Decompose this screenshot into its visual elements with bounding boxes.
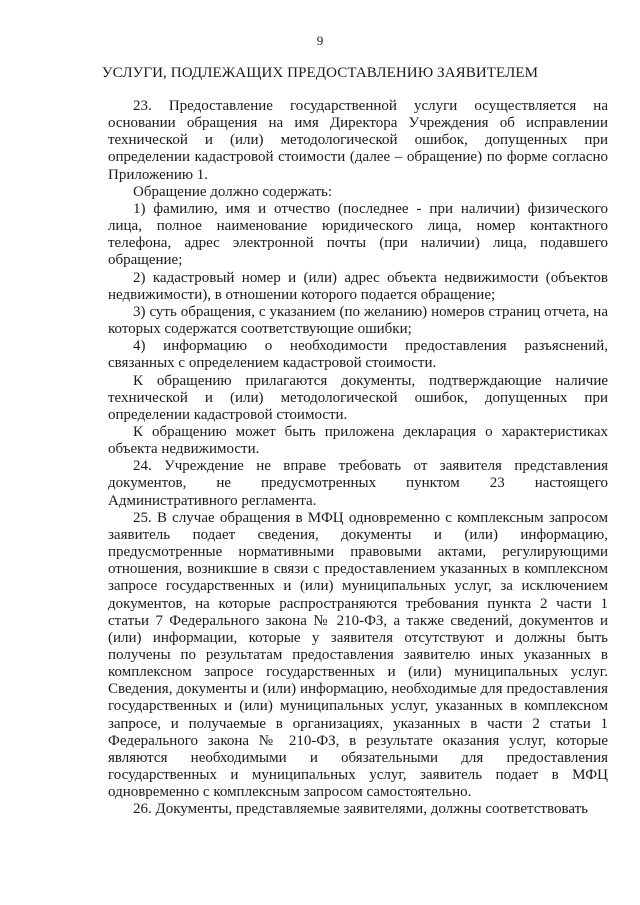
paragraph-declaration: К обращению может быть приложена декларация о характеристиках объекта недвижимости. — [108, 423, 608, 458]
section-heading: УСЛУГИ, ПОДЛЕЖАЩИХ ПРЕДОСТАВЛЕНИЮ ЗАЯВИТЕЛЕМ — [101, 65, 539, 81]
list-item-3: 3) суть обращения, с указанием (по желанию) номеров страниц отчета, на которых содержатся соответствующие ошибки; — [108, 303, 608, 338]
paragraph-25: 25. В случае обращения в МФЦ одновременно с комплексным запросом заявитель подает сведения, документы и (или) информацию, предусмотренные нормативными правовыми актами, регулирующими отношения, возникшие в связи с предоставлением указанных в комплексном запросе государственных и (или) муниципальных услуг, за исключением документов, на которые распространяются требования пункта 2 части 1 статьи 7 Федерального закона № 210-ФЗ, а также сведений, документов и (или) информации, которые у заявителя отсутствуют и должны быть получены по результатам предоставления заявителю иных указанных в комплексном запросе государственных и (или) муниципальных услуг. Сведения, документы и (или) информацию, необходимые для предоставления государственных и (или) муниципальных услуг, указанных в комплексном запросе, и получаемые в организациях, указанных в части 2 статьи 1 Федерального закона № 210-ФЗ, в результате оказания услуг, которые являются необходимыми и обязательными для предоставления государственных и муниципальных услуг, заявитель подает в МФЦ одновременно с комплексным запросом самостоятельно. — [108, 509, 608, 801]
paragraph-contents-intro: Обращение должно содержать: — [133, 183, 333, 200]
list-item-1: 1) фамилию, имя и отчество (последнее - при наличии) физического лица, полное наименование юридического лица, номер контактного телефона, адрес электронной почты (при наличии) лица, подавшего обращение; — [108, 200, 608, 269]
paragraph-26: 26. Документы, представляемые заявителями, должны соответствовать — [133, 801, 588, 818]
document-body — [108, 98, 608, 819]
page-number: 9 — [316, 33, 324, 48]
list-item-4: 4) информацию о необходимости предоставления разъяснений, связанных с определением кадастровой стоимости. — [108, 338, 608, 372]
paragraph-24: 24. Учреждение не вправе требовать от заявителя представления документов, не предусмотренных пунктом 23 настоящего Административного регламента. — [108, 458, 608, 509]
list-item-2: 2) кадастровый номер и (или) адрес объекта недвижимости (объектов недвижимости), в отношении которого подается обращение; — [108, 269, 608, 303]
paragraph-attachments: К обращению прилагаются документы, подтверждающие наличие технической и (или) методологической ошибок, допущенных при определении кадастровой стоимости. — [108, 372, 608, 423]
paragraph-23: 23. Предоставление государственной услуги осуществляется на основании обращения на имя Директора Учреждения об исправлении технической и (или) методологической ошибок, допущенных при определении кадастровой стоимости (далее – обращение) по форме согласно Приложению 1. — [108, 98, 608, 183]
